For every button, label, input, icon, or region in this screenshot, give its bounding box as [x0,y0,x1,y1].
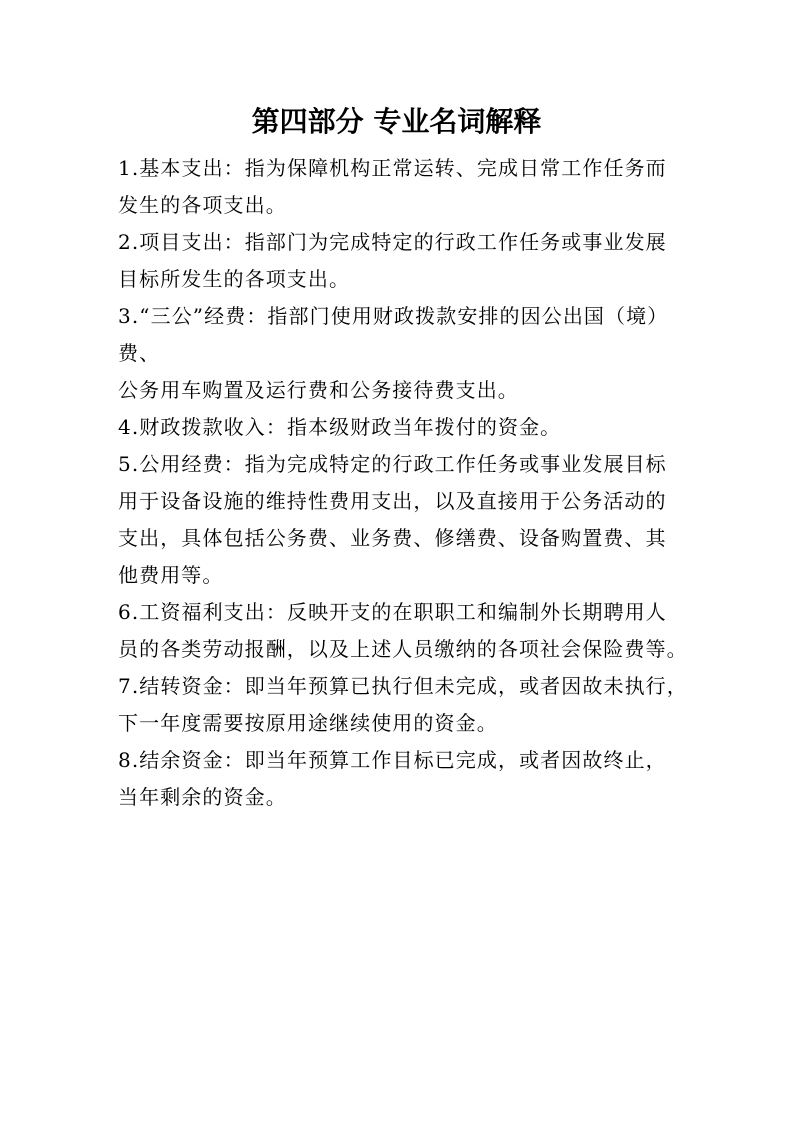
text-line: 用于设备设施的维持性费用支出，以及直接用于公务活动的 [118,489,667,513]
text-line: 8.结余资金：即当年预算工作目标已完成，或者因故终止， [118,748,667,772]
text-line: 4.财政拨款收入：指本级财政当年拨付的资金。 [118,415,562,439]
text-line: 1.基本支出：指为保障机构正常运转、完成日常工作任务而 [118,156,667,180]
page-title: 第四部分 专业名词解释 [251,105,542,138]
text-line: 公务用车购置及运行费和公务接待费支出。 [118,378,519,402]
text-line: 7.结转资金：即当年预算已执行但未完成，或者因故未执行， [118,674,688,698]
text-line: 2.项目支出：指部门为完成特定的行政工作任务或事业发展 [118,230,667,254]
text-line: 员的各类劳动报酬，以及上述人员缴纳的各项社会保险费等。 [118,637,688,661]
text-line: 3.“三公”经费：指部门使用财政拨款安排的因公出国（境） [118,304,669,328]
text-line: 目标所发生的各项支出。 [118,267,351,291]
text-line: 他费用等。 [118,563,224,587]
text-line: 发生的各项支出。 [118,193,287,217]
text-line: 下一年度需要按原用途继续使用的资金。 [118,711,498,735]
text-line: 费、 [118,341,161,365]
text-line: 支出，具体包括公务费、业务费、修缮费、设备购置费、其 [118,526,667,550]
text-line: 6.工资福利支出：反映开支的在职职工和编制外长期聘用人 [118,600,667,624]
text-line: 5.公用经费：指为完成特定的行政工作任务或事业发展目标 [118,452,667,476]
text-line: 当年剩余的资金。 [118,785,287,809]
glossary-body [118,150,698,816]
